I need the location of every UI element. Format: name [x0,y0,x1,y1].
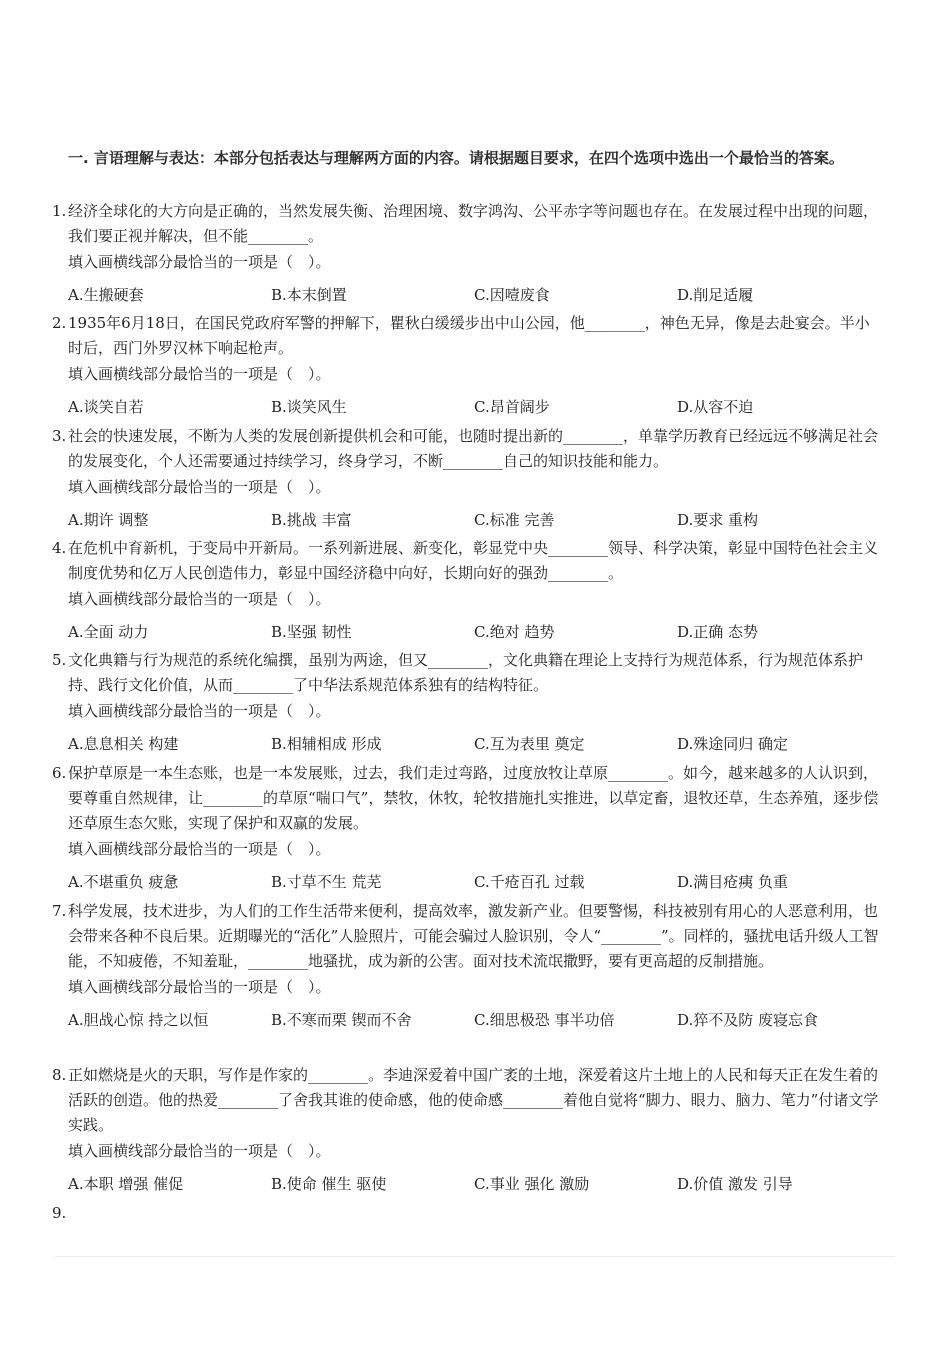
question-1 [52,199,884,308]
question-stem [68,1201,884,1226]
question-6 [52,761,884,895]
option-list [52,1008,884,1033]
question-stem: 文化典籍与行为规范的系统化编撰，虽别为两途，但又________，文化典籍在理论上支持行为规范体系，行为规范体系护持、践行文化价值，从而________了中华法系规范体系独有的结构特征。 [68,651,864,694]
question-stem: 保护草原是一本生态账，也是一本发展账，过去，我们走过弯路，过度放牧让草原________。如今，越来越多的人认识到，要尊重自然规律，让________的草原“喘口气”，禁牧，休牧，轮牧措施扎实推进，以草定畜，退牧还草，生态养殖，逐步偿还草原生态欠账，实现了保护和双赢的发展。 [68,764,879,832]
option-a: A.本职 增强 催促 [68,1175,184,1193]
option-b: B.坚强 韧性 [271,623,352,641]
question-stem: 1935年6月18日，在国民党政府军警的押解下，瞿秋白缓缓步出中山公园，他________，神色无异，像是去赴宴会。半小时后，西门外罗汉林下响起枪声。 [68,314,870,357]
option-d: D.满目疮痍 负重 [677,873,789,891]
option-d: D.削足适履 [677,286,754,304]
question-stem: 社会的快速发展，不断为人类的发展创新提供机会和可能，也随时提出新的________，单靠学历教育已经远远不够满足社会的发展变化，个人还需要通过持续学习，终身学习，不断________自己的知识技能和能力。 [68,427,879,470]
option-b: B.相辅相成 形成 [271,735,382,753]
option-b: B.不寒而栗 锲而不舍 [271,1011,412,1029]
question-3 [52,424,884,533]
question-stem: 经济全球化的大方向是正确的，当然发展失衡、治理困境、数字鸿沟、公平赤字等问题也存在。在发展过程中出现的问题，我们要正视并解决，但不能________。 [68,202,879,245]
option-c: C.互为表里 奠定 [474,735,585,753]
option-list [52,395,884,420]
question-stem: 科学发展，技术进步，为人们的工作生活带来便利，提高效率，激发新产业。但要警惕，科技被别有用心的人恶意利用，也会带来各种不良后果。近期曝光的“活化”人脸照片，可能会骗过人脸识别，令人“________”。同样的，骚扰电话升级人工智能，不知疲倦，不知羞耻，________地骚扰，成为新的公害。面对技术流氓撒野，要有更高超的反制措施。 [68,902,879,970]
question-prompt: 填入画横线部分最恰当的一项是（ ）。 [68,1142,331,1160]
option-c: C.事业 强化 激励 [474,1175,590,1193]
option-c: C.绝对 趋势 [474,623,555,641]
question-stem: 正如燃烧是火的天职，写作是作家的________。李迪深爱着中国广袤的土地，深爱着这片土地上的人民和每天正在发生着的活跃的创造。他的热爱________了舍我其谁的使命感，他的使命感________着他自觉将“脚力、眼力、脑力、笔力”付诸文学实践。 [68,1066,879,1134]
option-c: C.标准 完善 [474,511,555,529]
option-c: C.细思极恐 事半功倍 [474,1011,615,1029]
option-d: D.殊途同归 确定 [677,735,789,753]
question-prompt: 填入画横线部分最恰当的一项是（ ）。 [68,590,331,608]
option-list [52,1172,884,1197]
option-c: C.昂首阔步 [474,398,550,416]
option-a: A.生搬硬套 [68,286,144,304]
question-number: 5. [52,651,67,669]
question-number: 9. [52,1204,67,1222]
option-b: B.使命 催生 驱使 [271,1175,387,1193]
option-a: A.谈笑自若 [68,398,144,416]
option-c: C.千疮百孔 过载 [474,873,585,891]
question-prompt: 填入画横线部分最恰当的一项是（ ）。 [68,840,331,858]
option-list [52,732,884,757]
question-number: 8. [52,1066,67,1084]
question-stem: 在危机中育新机，于变局中开新局。一系列新进展、新变化，彰显党中央________领导、科学决策，彰显中国特色社会主义制度优势和亿万人民创造伟力，彰显中国经济稳中向好，长期向好的强劲________。 [68,539,879,582]
question-number: 1. [52,202,67,220]
option-a: A.胆战心惊 持之以恒 [68,1011,209,1029]
question-prompt: 填入画横线部分最恰当的一项是（ ）。 [68,978,331,996]
option-d: D.要求 重构 [677,511,759,529]
option-a: A.息息相关 构建 [68,735,179,753]
page-divider [55,1256,895,1257]
question-2 [52,311,884,420]
option-d: D.猝不及防 废寝忘食 [677,1011,819,1029]
option-b: B.谈笑风生 [271,398,347,416]
option-a: A.期许 调整 [68,511,149,529]
option-b: B.挑战 丰富 [271,511,352,529]
question-9 [52,1201,884,1226]
option-d: D.从容不迫 [677,398,754,416]
option-d: D.价值 激发 引导 [677,1175,793,1193]
question-8 [52,1063,884,1197]
question-prompt: 填入画横线部分最恰当的一项是（ ）。 [68,478,331,496]
question-number: 3. [52,427,67,445]
question-number: 2. [52,314,67,332]
option-a: A.全面 动力 [68,623,149,641]
question-number: 4. [52,539,67,557]
question-5 [52,648,884,757]
question-prompt: 填入画横线部分最恰当的一项是（ ）。 [68,253,331,271]
question-prompt: 填入画横线部分最恰当的一项是（ ）。 [68,365,331,383]
question-number: 7. [52,902,67,920]
option-list [52,620,884,645]
option-d: D.正确 态势 [677,623,759,641]
question-number: 6. [52,764,67,782]
option-list [52,283,884,308]
option-c: C.因噎废食 [474,286,550,304]
question-4 [52,536,884,645]
option-list [52,870,884,895]
section-header: 一. 言语理解与表达：本部分包括表达与理解两方面的内容。请根据题目要求，在四个选项中选出一个最恰当的答案。 [68,149,844,167]
question-7 [52,899,884,1033]
option-b: B.本末倒置 [271,286,347,304]
question-prompt: 填入画横线部分最恰当的一项是（ ）。 [68,702,331,720]
option-list [52,508,884,533]
option-a: A.不堪重负 疲惫 [68,873,179,891]
option-b: B.寸草不生 荒芜 [271,873,382,891]
